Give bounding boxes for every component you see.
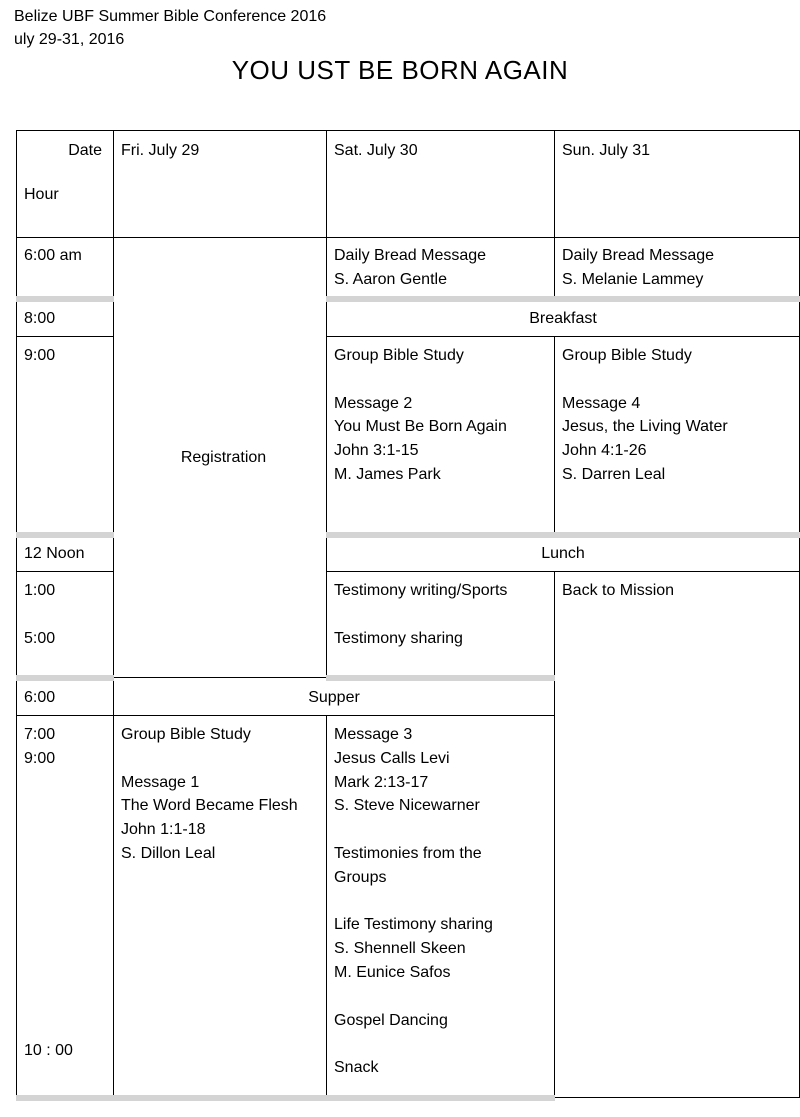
registration-cell: Registration	[114, 238, 327, 678]
schedule-table	[16, 130, 800, 1101]
time-cell: 1:00 5:00	[17, 572, 114, 678]
sat-evening-cell: Message 3 Jesus Calls Levi Mark 2:13-17 S. Steve Nicewarner Testimonies from the Groups Life Testimony sharing S. Shennell Skeen M. Eunice Safos Gospel Dancing Snack	[327, 716, 555, 1098]
sat-afternoon-cell: Testimony writing/Sports Testimony sharing	[327, 572, 555, 678]
sun-daily-bread: Daily Bread Message S. Melanie Lammey	[555, 238, 800, 299]
time-cell: 6:00 am	[17, 238, 114, 299]
date-hour-cell	[17, 131, 114, 238]
conference-name: Belize UBF Summer Bible Conference 2016	[14, 8, 327, 25]
time-cell: 6:00	[17, 678, 114, 716]
lunch-cell: Lunch	[327, 535, 800, 572]
date-label: Date	[68, 142, 102, 159]
page-title: YOU UST BE BORN AGAIN	[231, 55, 569, 85]
day-header-sat: Sat. July 30	[327, 131, 555, 238]
time-cell: 9:00	[17, 337, 114, 535]
hour-label: Hour	[24, 185, 59, 203]
fri-evening-cell: Group Bible Study Message 1 The Word Became Flesh John 1:1-18 S. Dillon Leal	[114, 716, 327, 1098]
table-row	[17, 238, 800, 299]
time-cell: 12 Noon	[17, 535, 114, 572]
table-header-row	[17, 131, 800, 238]
sat-morning-cell: Group Bible Study Message 2 You Must Be Born Again John 3:1-15 M. James Park	[327, 337, 555, 535]
sun-morning-cell: Group Bible Study Message 4 Jesus, the Living Water John 4:1-26 S. Darren Leal	[555, 337, 800, 535]
breakfast-cell: Breakfast	[327, 299, 800, 337]
time-cell: 8:00	[17, 299, 114, 337]
sun-afternoon-cell: Back to Mission	[555, 572, 800, 1098]
conference-dates: uly 29-31, 2016	[14, 31, 125, 48]
day-header-sun: Sun. July 31	[555, 131, 800, 238]
supper-cell: Supper	[114, 678, 555, 716]
time-cell: 7:00 9:00 10 : 00	[17, 716, 114, 1098]
sat-daily-bread: Daily Bread Message S. Aaron Gentle	[327, 238, 555, 299]
day-header-fri: Fri. July 29	[114, 131, 327, 238]
